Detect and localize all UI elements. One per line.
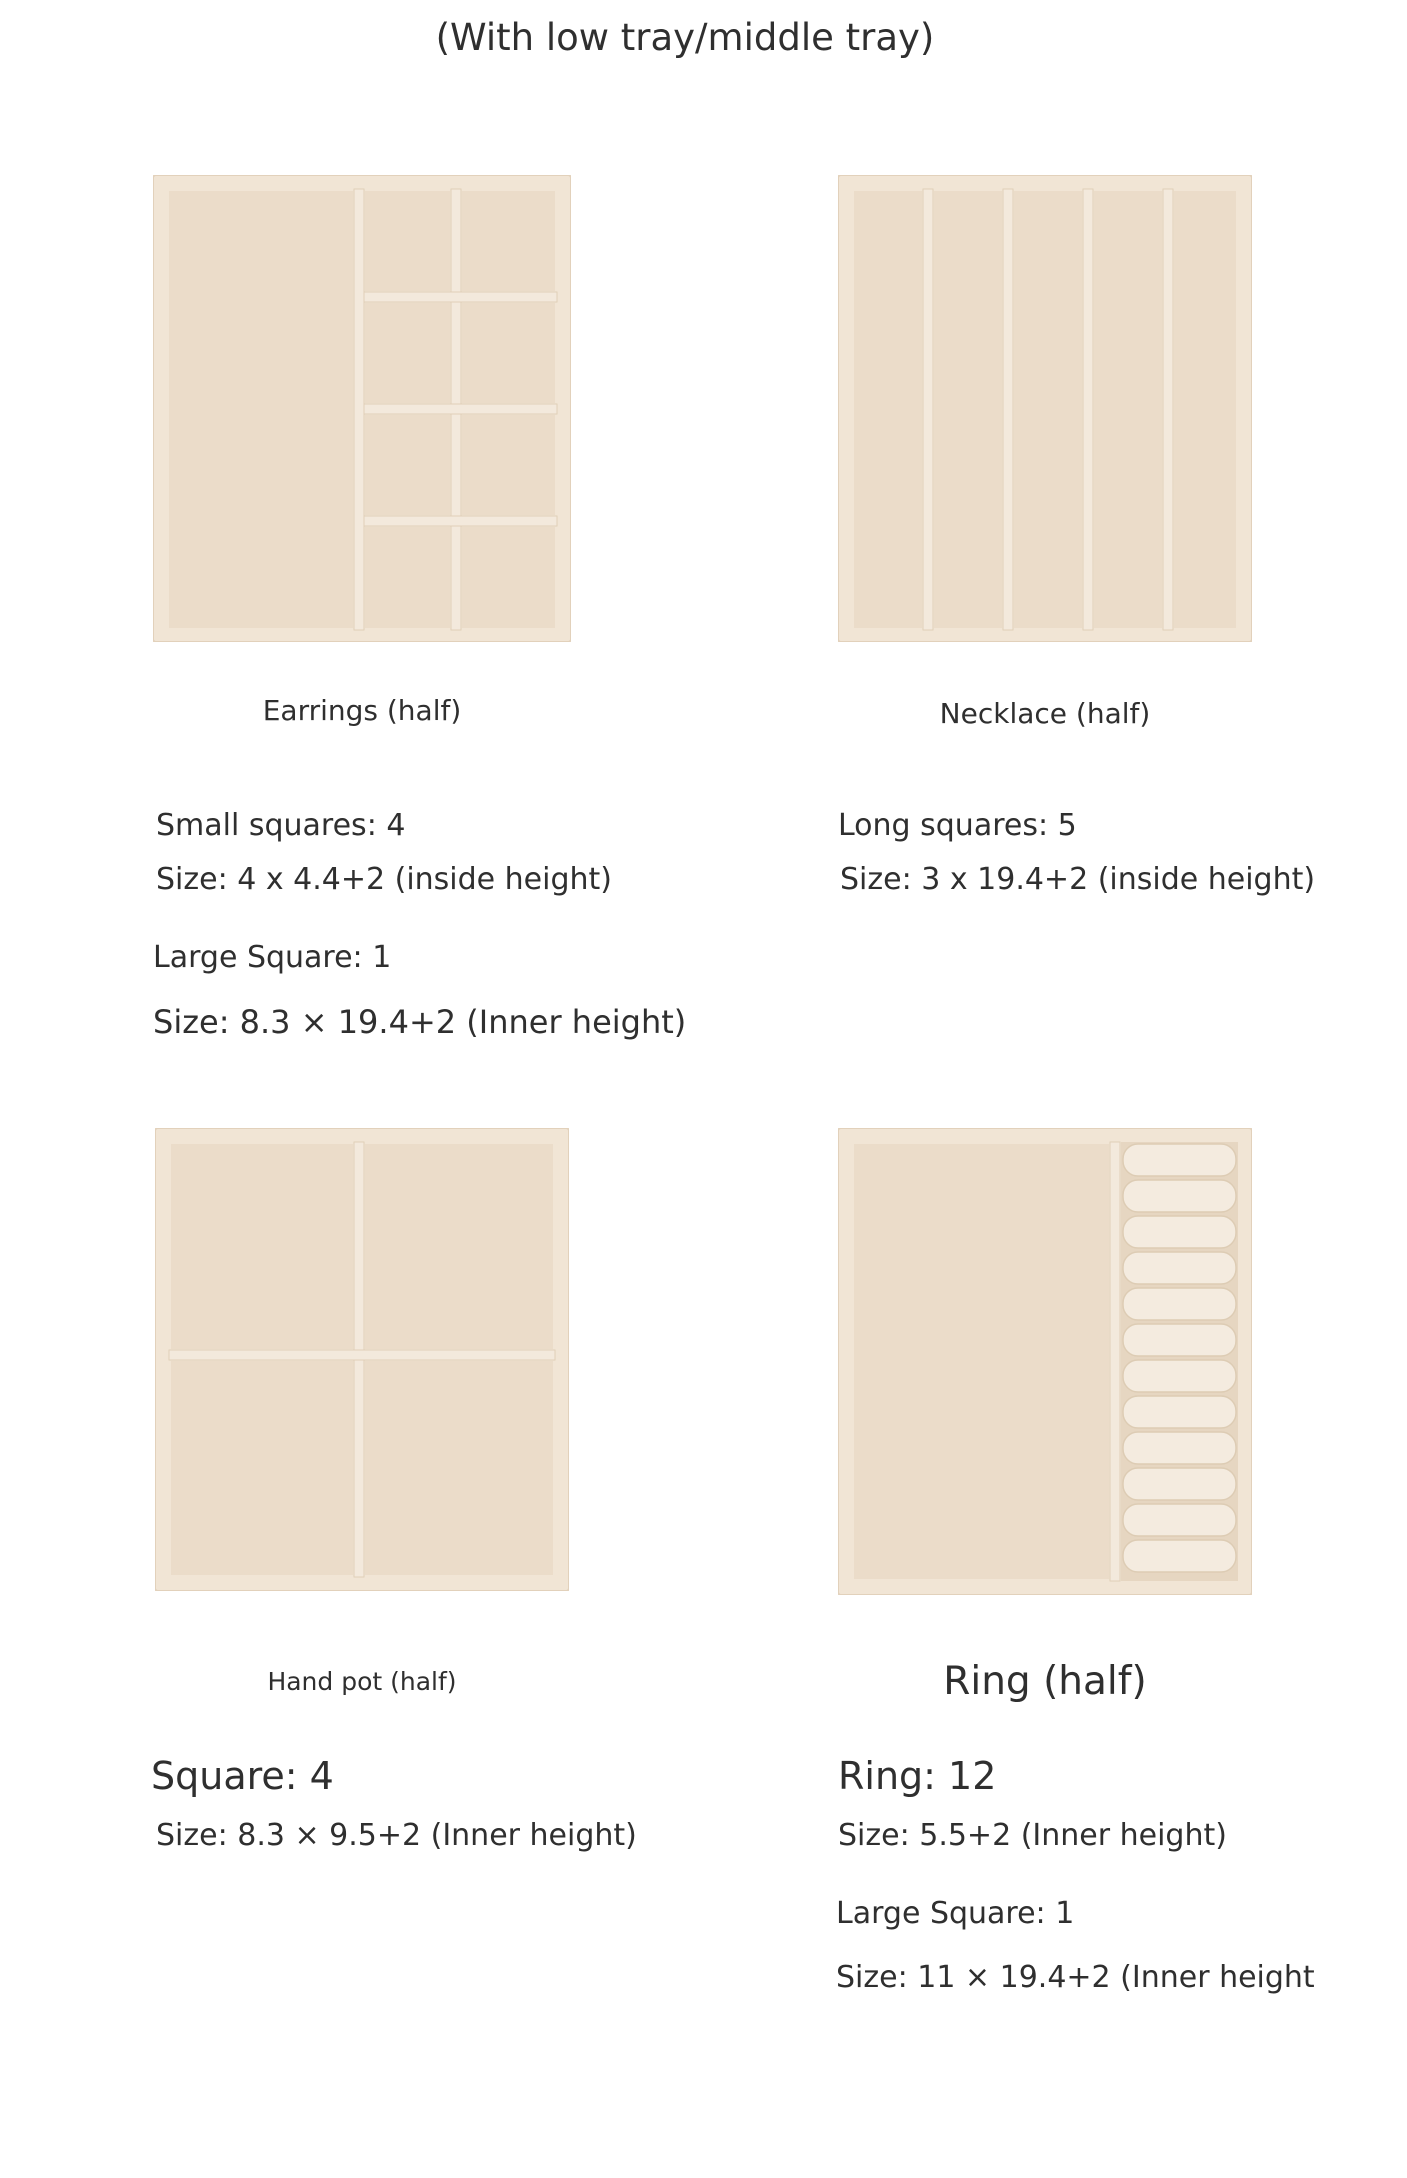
ring-spec-count: Ring: 12 <box>838 1754 997 1798</box>
necklace-spec-size: Size: 3 x 19.4+2 (inside height) <box>840 862 1316 897</box>
ring-tray-icon <box>838 1128 1252 1595</box>
earrings-spec-large-count: Large Square: 1 <box>153 940 392 975</box>
ring-divider <box>1110 1142 1120 1581</box>
earrings-spec-large-size: Size: 8.3 × 19.4+2 (Inner height) <box>153 1003 687 1041</box>
earrings-spec-small-count: Small squares: 4 <box>156 808 406 843</box>
page-title: (With low tray/middle tray) <box>435 16 935 59</box>
earring-large-compartment <box>169 191 353 628</box>
earrings-spec-small-size: Size: 4 x 4.4+2 (inside height) <box>156 862 612 897</box>
necklace-spec-count: Long squares: 5 <box>838 808 1077 843</box>
hand-pot-spec-size: Size: 8.3 × 9.5+2 (Inner height) <box>156 1818 637 1853</box>
hand-pot-tray-icon <box>155 1128 569 1591</box>
earrings-caption: Earrings (half) <box>262 694 462 727</box>
necklace-caption: Necklace (half) <box>939 697 1151 730</box>
necklace-compartments <box>854 191 1236 628</box>
necklace-tray-icon <box>838 175 1252 642</box>
hand-pot-caption: Hand pot (half) <box>267 1667 457 1696</box>
ring-caption: Ring (half) <box>943 1659 1147 1704</box>
earring-tray-icon <box>153 175 571 642</box>
ring-large-compartment <box>854 1144 1109 1579</box>
ring-spec-size: Size: 5.5+2 (Inner height) <box>838 1818 1227 1853</box>
ring-spec-large-count: Large Square: 1 <box>836 1896 1075 1931</box>
ring-spec-large-size: Size: 11 × 19.4+2 (Inner height <box>836 1960 1315 1995</box>
hand-pot-spec-count: Square: 4 <box>151 1754 334 1798</box>
